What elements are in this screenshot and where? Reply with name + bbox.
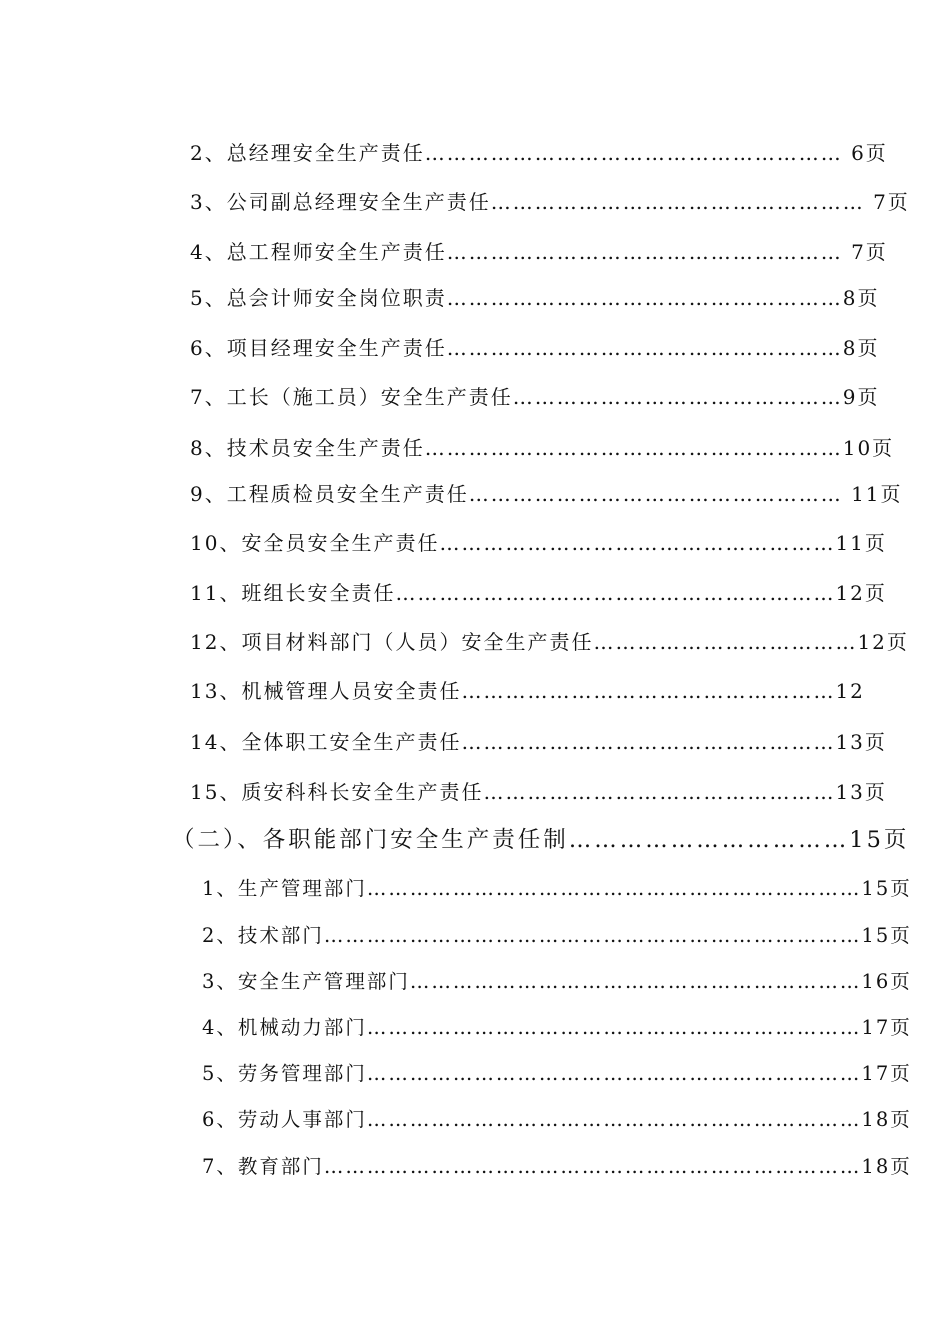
toc-dept-entry: 5、劳务管理部门……………………………………………………………17页: [202, 1062, 912, 1085]
toc-entry: 14、全体职工安全生产责任……………………………………………13页: [190, 730, 887, 754]
toc-entry: 6、项目经理安全生产责任………………………………………………8页: [190, 336, 880, 360]
toc-entry: 8、技术员安全生产责任…………………………………………………10页: [190, 436, 895, 460]
toc-entry: 15、质安科科长安全生产责任…………………………………………13页: [190, 780, 887, 804]
toc-dept-entry: 6、劳动人事部门……………………………………………………………18页: [202, 1108, 912, 1131]
toc-dept-entry: 2、技术部门…………………………………………………………………15页: [202, 924, 912, 947]
toc-dept-entry: 7、教育部门…………………………………………………………………18页: [202, 1155, 912, 1178]
toc-entry: 2、总经理安全生产责任………………………………………………… 6页: [190, 141, 888, 165]
toc-entry: 3、公司副总经理安全生产责任…………………………………………… 7页: [190, 190, 910, 214]
toc-entry: 4、总工程师安全生产责任……………………………………………… 7页: [190, 240, 888, 264]
toc-entry: 10、安全员安全生产责任………………………………………………11页: [190, 531, 887, 555]
toc-dept-entry: 1、生产管理部门……………………………………………………………15页: [202, 877, 912, 900]
toc-entry: 12、项目材料部门（人员）安全生产责任………………………………12页: [190, 630, 909, 654]
toc-dept-entry: 4、机械动力部门……………………………………………………………17页: [202, 1016, 912, 1039]
section-heading: （二）、各职能部门安全生产责任制……………………………15页: [172, 827, 910, 853]
toc-entry: 11、班组长安全责任……………………………………………………12页: [190, 581, 887, 605]
toc-entry: 5、总会计师安全岗位职责………………………………………………8页: [190, 286, 880, 310]
toc-entry: 13、机械管理人员安全责任……………………………………………12: [190, 679, 865, 703]
toc-entry: 7、工长（施工员）安全生产责任………………………………………9页: [190, 385, 880, 409]
toc-entry: 9、工程质检员安全生产责任…………………………………………… 11页: [190, 482, 903, 506]
toc-dept-entry: 3、安全生产管理部门………………………………………………………16页: [202, 970, 912, 993]
